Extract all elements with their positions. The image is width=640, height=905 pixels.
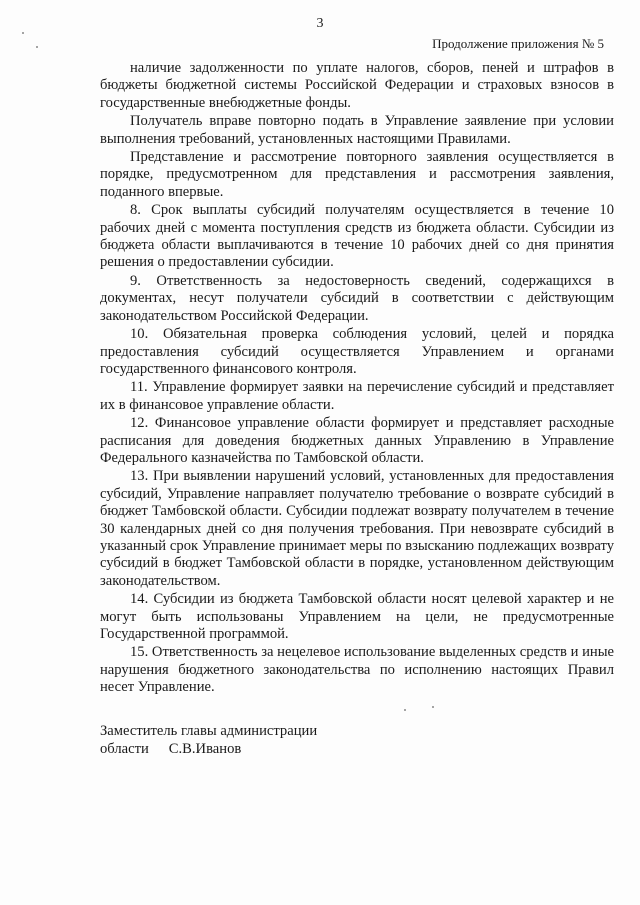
signatory-line (100, 740, 317, 758)
scan-speck (432, 706, 434, 708)
page-number: 3 (316, 16, 324, 31)
paragraph-item-12: 12. Финансовое управление области формирует и представляет расходные расписания для доведения бюджетных данных Управлению в Управление Федерального казначейства по Тамбовской области. (100, 415, 614, 466)
paragraph-debt-condition: наличие задолженности по уплате налогов, сборов, пеней и штрафов в бюджеты бюджетной системы Российской Федерации и страховых взносов в государственные внебюджетные фонды. (100, 60, 614, 111)
appendix-continuation-note: Продолжение приложения № 5 (432, 36, 604, 51)
paragraph-item-14: 14. Субсидии из бюджета Тамбовской области носят целевой характер и не могут быть использованы Управлением на цели, не предусмотренные Государственной программой. (100, 591, 614, 642)
paragraph-resubmission-right: Получатель вправе повторно подать в Управление заявление при условии выполнения требований, установленных настоящими Правилами. (100, 113, 614, 147)
signatory-region: области (100, 741, 149, 757)
signatory-position: Заместитель главы администрации (100, 723, 318, 739)
document-body (100, 60, 614, 698)
paragraph-item-13: 13. При выявлении нарушений условий, установленных для предоставления субсидий, Управление направляет получателю требование о возврате субсидий в бюджет Тамбовской области. Субсидии подлежат возврату получателем в течение 30 календарных дней со дня получения требования. При невозврате субсидий в указанный срок Управление принимает меры по взысканию подлежащих возврату субсидий в бюджет Тамбовской области в порядке, установленном действующим законодательством. (100, 468, 614, 589)
paragraph-item-10: 10. Обязательная проверка соблюдения условий, целей и порядка предоставления субсидий осуществляется Управлением и органами государственного финансового контроля. (100, 326, 614, 377)
paragraph-item-15: 15. Ответственность за нецелевое использование выделенных средств и иные нарушения бюджетного законодательства по исполнению настоящих Правил несет Управление. (100, 644, 614, 696)
signature-block (100, 722, 317, 758)
signatory-name: С.В.Иванов (168, 741, 242, 757)
paragraph-item-8: 8. Срок выплаты субсидий получателям осуществляется в течение 10 рабочих дней с момента поступления средств из бюджета области. Субсидии из бюджета области выплачиваются в течение 10 рабочих дней со дня принятия решения о предоставлении субсидии. (100, 202, 614, 271)
scan-speck (404, 709, 406, 711)
scan-speck (36, 46, 38, 48)
scan-speck (22, 32, 24, 34)
paragraph-item-9: 9. Ответственность за недостоверность сведений, содержащихся в документах, несут получатели субсидий в соответствии с действующим законодательством Российской Федерации. (100, 272, 614, 324)
paragraph-item-11: 11. Управление формирует заявки на перечисление субсидий и представляет их в финансовое управление области. (100, 379, 614, 413)
paragraph-resubmission-procedure: Представление и рассмотрение повторного заявления осуществляется в порядке, предусмотренном для представления и рассмотрения заявления, поданного впервые. (100, 149, 614, 200)
